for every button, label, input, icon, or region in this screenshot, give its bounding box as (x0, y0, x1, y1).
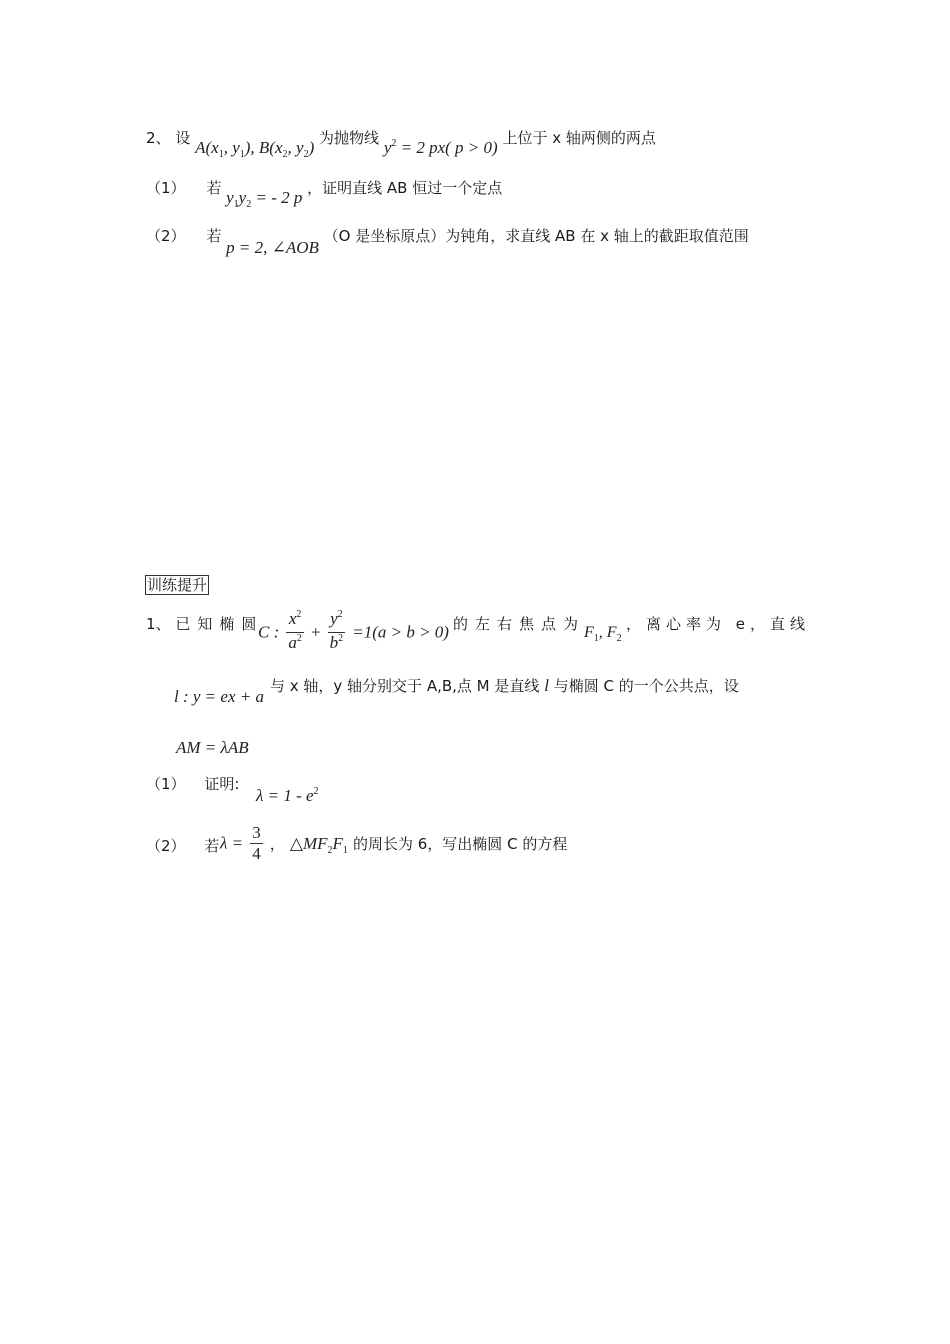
section-heading (145, 575, 209, 595)
q2-part2-ruo: 若 (206, 227, 222, 245)
t1-intro: 已知椭圆 (175, 615, 264, 633)
t1-fraction-x: $\frac{x^2}{a^2}$ (288, 609, 302, 652)
t1-line-text-a: 与 x 轴，y 轴分别交于 A,B,点 M 是直线 (270, 677, 540, 695)
t1-part1 (146, 774, 239, 794)
section-title: 训练提升 (147, 576, 208, 594)
q2-part2-label: （2） (146, 227, 186, 245)
t1-foci-formula: $F_1$, $F_2$ (584, 624, 622, 644)
t1-part2-fraction: $\frac{3}{4}$ (252, 823, 261, 863)
t1-number: 1、 (146, 615, 171, 633)
t1-line-l: l (544, 676, 549, 695)
t1-plus-sign: + (310, 622, 321, 642)
t1-line-text (270, 676, 739, 696)
q2-parabola-text: 为抛物线 (319, 129, 380, 147)
q2-part1-formula: $y_1y_2$ = - 2 p (226, 188, 303, 210)
q2-statement (146, 128, 656, 160)
t1-ellipse-equation (258, 610, 449, 655)
q2-parabola-equation: $y^2 = 2$ px( p > 0) (383, 138, 498, 157)
q2-tail-text: 上位于 x 轴两侧的两点 (502, 129, 656, 147)
q2-part2-text: （O 是坐标原点）为钝角，求直线 AB 在 x 轴上的截距取值范围 (323, 227, 749, 245)
t1-part2-label: （2） (146, 837, 186, 855)
q2-part2-formula: p = 2, ∠AOB (226, 238, 319, 257)
t1-part1-text: 证明: (204, 775, 240, 793)
t1-part2-lambda: λ = (220, 833, 244, 853)
q2-part1-label: （1） (146, 179, 186, 197)
t1-part2-formula (220, 824, 567, 863)
q2-part1 (146, 178, 503, 210)
t1-part1-label: （1） (146, 775, 186, 793)
t1-statement (146, 614, 263, 634)
t1-part2-ruo: 若 (204, 837, 220, 855)
q2-part1-text: ，证明直线 AB 恒过一个定点 (307, 179, 503, 197)
t1-foci-text: 的左右焦点为 (453, 615, 586, 633)
t1-foci-text-line (453, 614, 585, 634)
q2-part2 (146, 226, 749, 257)
t1-part2-comma: ， (269, 835, 285, 853)
t1-ecc-text-line (626, 614, 810, 634)
t1-part2 (146, 836, 219, 856)
t1-part2-text: 的周长为 6，写出椭圆 C 的方程 (353, 835, 568, 853)
q2-number: 2、 (146, 129, 171, 147)
q2-part1-ruo: 若 (206, 179, 222, 197)
t1-line-text-b: 与椭圆 C 的一个公共点，设 (553, 677, 739, 695)
t1-part1-formula: $\lambda = 1 - e^2$ (256, 786, 319, 805)
q2-points-formula: $A(x_1$, $y_1$), $B(x_2$, $y_2$) (195, 138, 315, 160)
t1-part2-triangle: $\triangle MF_2F_1$ (289, 833, 348, 856)
t1-c-label: C : (258, 622, 280, 642)
t1-line-equation: l : y = ex + a (174, 687, 264, 706)
t1-ecc-text: ，离心率为 e，直线 (626, 615, 810, 633)
t1-fraction-y: $\frac{y^2}{b^2}$ (329, 609, 344, 652)
q2-intro: 设 (175, 129, 191, 147)
t1-equation-rest: =1(a > b > 0) (352, 622, 449, 642)
t1-vector-equation: AM = λAB (176, 738, 249, 757)
